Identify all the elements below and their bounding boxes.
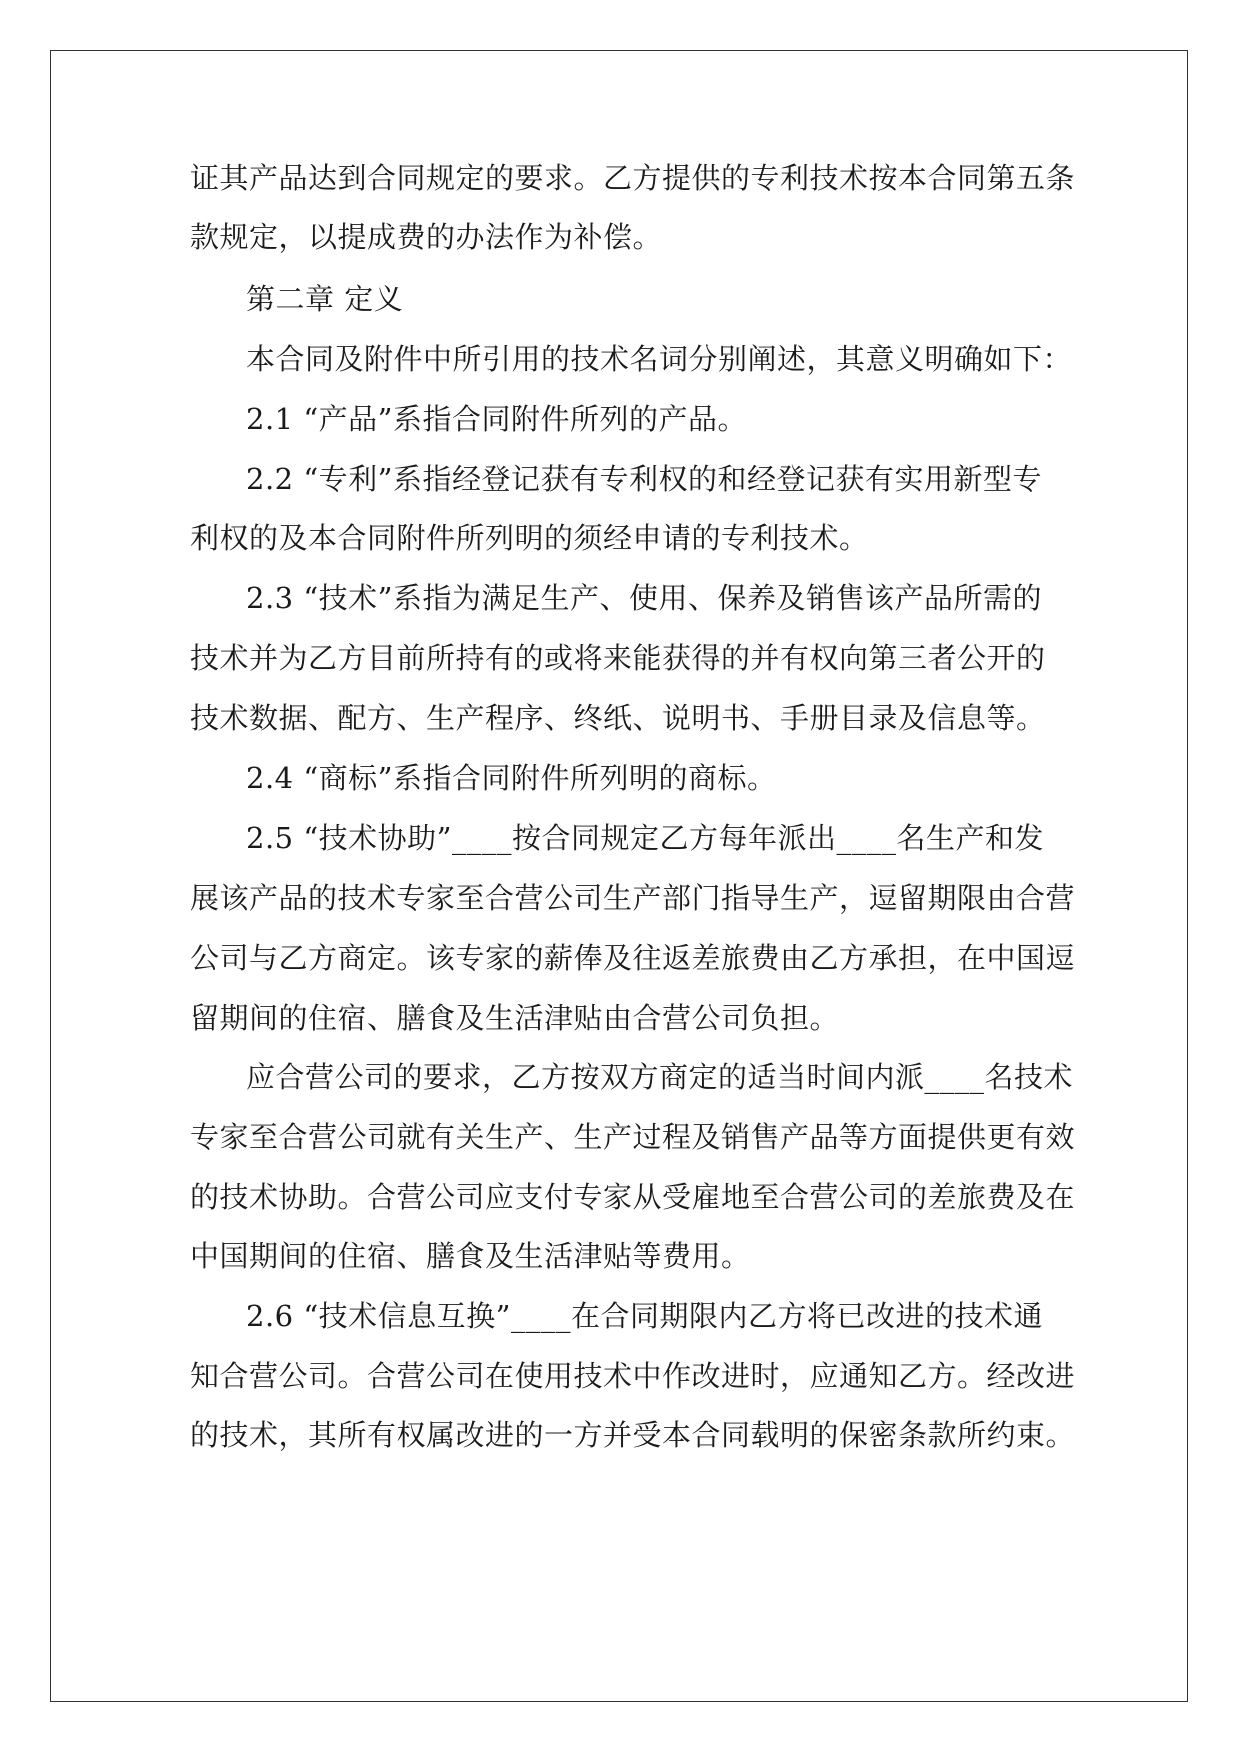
text-line: 技术并为乙方目前所持有的或将来能获得的并有权向第三者公开的 bbox=[190, 641, 1046, 675]
clause-2-6: 2.6 “技术信息互换”____在合同期限内乙方将已改进的技术通 bbox=[246, 1299, 1043, 1333]
text-line: 技术数据、配方、生产程序、终纸、说明书、手册目录及信息等。 bbox=[190, 701, 1046, 735]
clause-2-4: 2.4 “商标”系指合同附件所列明的商标。 bbox=[246, 761, 777, 795]
clause-2-3: 2.3 “技术”系指为满足生产、使用、保养及销售该产品所需的 bbox=[246, 581, 1042, 615]
clause-2-1: 2.1 “产品”系指合同附件所列的产品。 bbox=[246, 402, 747, 436]
text-line: 款规定，以提成费的办法作为补偿。 bbox=[190, 220, 663, 254]
text-line: 的技术协助。合营公司应支付专家从受雇地至合营公司的差旅费及在 bbox=[190, 1180, 1076, 1214]
clause-2-2: 2.2 “专利”系指经登记获有专利权的和经登记获有实用新型专 bbox=[246, 462, 1042, 496]
text-line: 应合营公司的要求，乙方按双方商定的适当时间内派____名技术 bbox=[246, 1060, 1074, 1094]
text-line: 中国期间的住宿、膳食及生活津贴等费用。 bbox=[190, 1239, 751, 1273]
text-line: 本合同及附件中所引用的技术名词分别阐述，其意义明确如下： bbox=[246, 342, 1073, 376]
text-line: 专家至合营公司就有关生产、生产过程及销售产品等方面提供更有效 bbox=[190, 1120, 1076, 1154]
text-line: 证其产品达到合同规定的要求。乙方提供的专利技术按本合同第五条 bbox=[190, 161, 1076, 195]
text-line: 利权的及本合同附件所列明的须经申请的专利技术。 bbox=[190, 521, 869, 555]
text-line: 公司与乙方商定。该专家的薪俸及往返差旅费由乙方承担，在中国逗 bbox=[190, 941, 1076, 975]
clause-2-5: 2.5 “技术协助”____按合同规定乙方每年派出____名生产和发 bbox=[246, 821, 1044, 855]
chapter-heading: 第二章 定义 bbox=[246, 282, 404, 316]
text-line: 留期间的住宿、膳食及生活津贴由合营公司负担。 bbox=[190, 1001, 840, 1035]
text-line: 知合营公司。合营公司在使用技术中作改进时，应通知乙方。经改进 bbox=[190, 1359, 1076, 1393]
text-line: 展该产品的技术专家至合营公司生产部门指导生产，逗留期限由合营 bbox=[190, 881, 1076, 915]
text-line: 的技术，其所有权属改进的一方并受本合同载明的保密条款所约束。 bbox=[190, 1418, 1076, 1452]
